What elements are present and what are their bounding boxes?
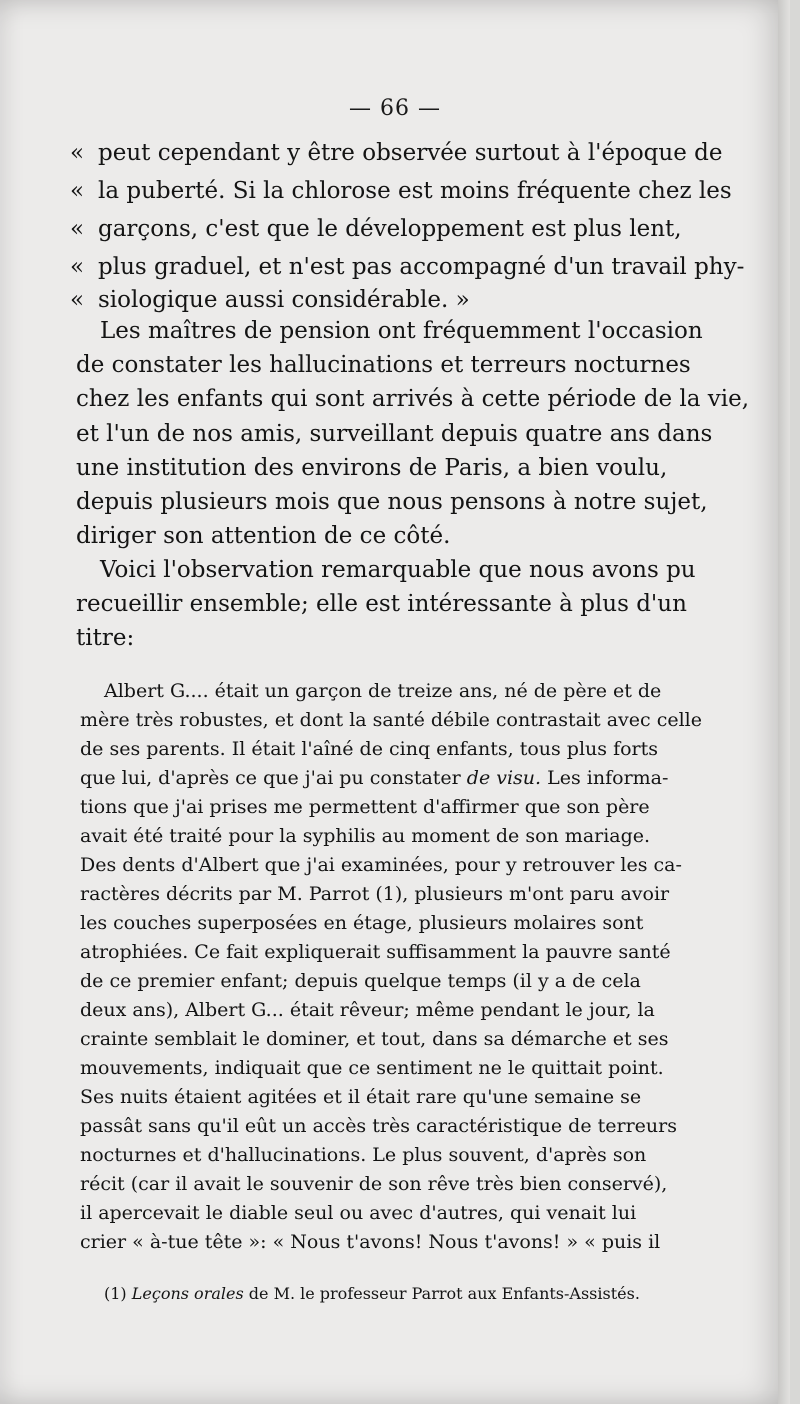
observation-line: ractères décrits par M. Parrot (1), plusieurs m'ont paru avoir (80, 883, 670, 905)
page-number: — 66 — (349, 96, 441, 121)
paragraph-line: de constater les hallucinations et terreurs nocturnes (76, 352, 691, 378)
observation-line: deux ans), Albert G... était rêveur; même pendant le jour, la (80, 999, 655, 1021)
quote-line (70, 140, 730, 166)
quote-line (70, 216, 682, 242)
quote-text: garçons, c'est que le développement est plus lent, (98, 216, 682, 242)
observation-line: mère très robustes, et dont la santé débile contrastait avec celle (80, 709, 702, 731)
quote-mark: « (70, 216, 85, 242)
footnote (104, 1284, 640, 1303)
quote-text: la puberté. Si la chlorose est moins fréquente chez les (98, 178, 732, 204)
observation-line: passât sans qu'il eût un accès très caractéristique de terreurs (80, 1115, 677, 1137)
paragraph-line: depuis plusieurs mois que nous pensons à notre sujet, (76, 489, 708, 515)
observation-text: Les informa- (547, 767, 669, 789)
observation-line: les couches superposées en étage, plusieurs molaires sont (80, 912, 644, 934)
quote-line (70, 254, 744, 280)
paragraph-line: et l'un de nos amis, surveillant depuis quatre ans dans (76, 421, 713, 447)
observation-line: Des dents d'Albert que j'ai examinées, pour y retrouver les ca- (80, 854, 682, 876)
quote-line (70, 178, 732, 204)
observation-text: que lui, d'après ce que j'ai pu constater (80, 767, 461, 789)
quote-mark: « (70, 254, 85, 280)
quote-text: plus graduel, et n'est pas accompagné d'un travail phy- (98, 254, 745, 280)
paragraph-line: recueillir ensemble; elle est intéressante à plus d'un (76, 591, 687, 617)
page-edge-shadow (778, 0, 790, 1404)
observation-line: tions que j'ai prises me permettent d'affirmer que son père (80, 796, 650, 818)
quote-text: siologique aussi considérable. » (98, 287, 470, 313)
observation-line (80, 767, 668, 789)
paragraph-line: diriger son attention de ce côté. (76, 523, 451, 549)
observation-line: il apercevait le diable seul ou avec d'autres, qui venait lui (80, 1202, 637, 1224)
observation-line: de ce premier enfant; depuis quelque temps (il y a de cela (80, 970, 641, 992)
paragraph-line: chez les enfants qui sont arrivés à cette période de la vie, (76, 386, 750, 412)
footnote-text: de M. le professeur Parrot aux Enfants-Assistés. (248, 1284, 640, 1303)
quote-mark: « (70, 178, 85, 204)
observation-line: atrophiées. Ce fait expliquerait suffisamment la pauvre santé (80, 941, 671, 963)
paragraph-line: Les maîtres de pension ont fréquemment l'occasion (100, 318, 703, 344)
observation-line: mouvements, indiquait que ce sentiment ne le quittait point. (80, 1057, 664, 1079)
quote-mark: « (70, 140, 85, 166)
paragraph-line: titre: (76, 625, 135, 651)
observation-line: de ses parents. Il était l'aîné de cinq enfants, tous plus forts (80, 738, 659, 760)
paragraph-line: Voici l'observation remarquable que nous avons pu (100, 557, 696, 583)
paragraph-line: une institution des environs de Paris, a bien voulu, (76, 455, 668, 481)
observation-italic: de visu. (466, 767, 542, 789)
observation-line: récit (car il avait le souvenir de son rêve très bien conservé), (80, 1173, 668, 1195)
observation-line: avait été traité pour la syphilis au moment de son mariage. (80, 825, 651, 847)
footnote-italic: Leçons orales (131, 1284, 244, 1303)
footnote-number: (1) (104, 1284, 127, 1303)
observation-line: Albert G.... était un garçon de treize ans, né de père et de (104, 680, 662, 702)
quote-text: peut cependant y être observée surtout à l'époque de (98, 140, 723, 166)
observation-line: crainte semblait le dominer, et tout, dans sa démarche et ses (80, 1028, 669, 1050)
observation-line: nocturnes et d'hallucinations. Le plus souvent, d'après son (80, 1144, 647, 1166)
quote-line (70, 287, 470, 313)
observation-line: Ses nuits étaient agitées et il était rare qu'une semaine se (80, 1086, 642, 1108)
observation-line: crier « à-tue tête »: « Nous t'avons! Nous t'avons! » « puis il (80, 1231, 661, 1253)
quote-mark: « (70, 287, 85, 313)
